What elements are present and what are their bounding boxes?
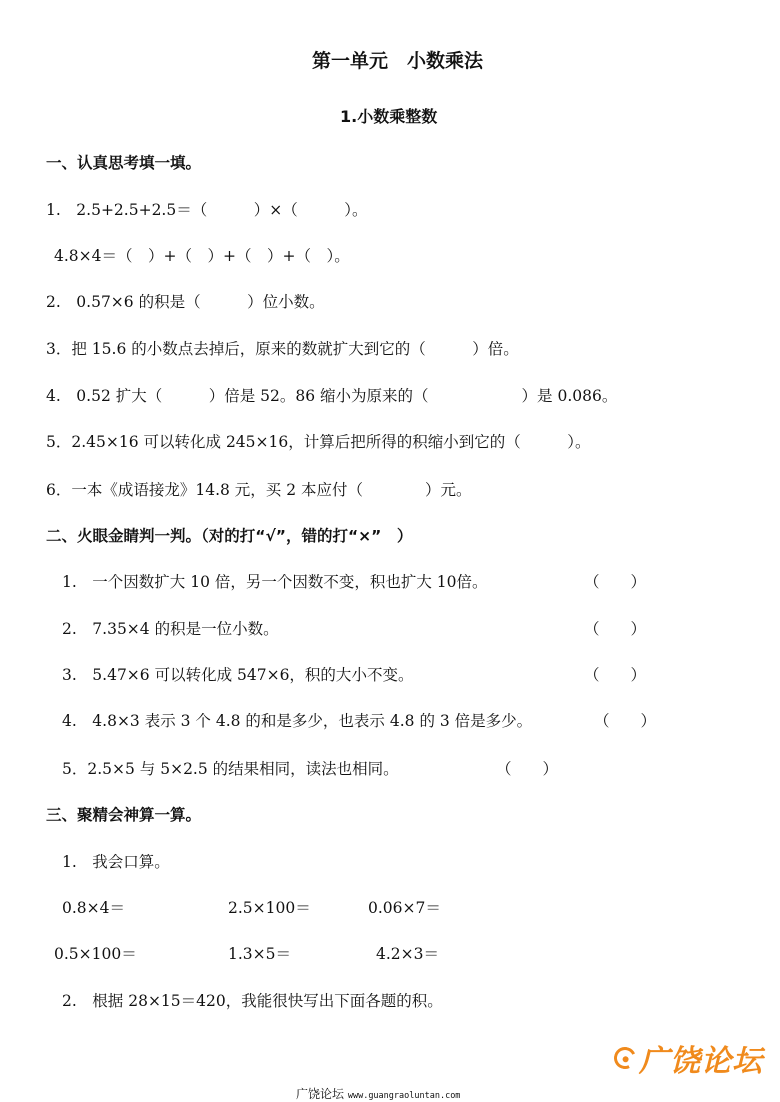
oral-calc-4: 0.5×100＝ <box>54 945 137 963</box>
s2-statement-1: 1. 一个因数扩大 10 倍，另一个因数不变，积也扩大 10倍。 <box>62 573 488 591</box>
s2-answer-blank-2: （ ） <box>584 620 647 638</box>
s2-answer-blank-3: （ ） <box>584 666 647 684</box>
oral-calc-1: 0.8×4＝ <box>62 899 125 917</box>
s1-question-1: 1. 2.5+2.5+2.5＝（ ）×（ ）。 <box>46 201 368 219</box>
s2-statement-5: 5．2.5×5 与 5×2.5 的结果相同，读法也相同。 <box>62 760 399 778</box>
s3-subheading-1: 1. 我会口算。 <box>62 853 170 871</box>
s1-question-1b: 4.8×4＝（ ）+（ ）+（ ）+（ ）。 <box>54 247 350 265</box>
footer-site-name: 广饶论坛 <box>296 1087 345 1101</box>
page-title: 第一单元 小数乘法 <box>312 50 484 72</box>
s2-statement-4: 4. 4.8×3 表示 3 个 4.8 的和是多少，也表示 4.8 的 3 倍是多少。 <box>62 712 533 730</box>
logo-swirl-icon <box>611 1044 639 1072</box>
s3-subheading-2: 2. 根据 28×15＝420，我能很快写出下面各题的积。 <box>62 992 443 1010</box>
footer-site-url: www.guangraoluntan.com <box>347 1091 461 1101</box>
s1-question-2: 2. 0.57×6 的积是（ ）位小数。 <box>46 293 325 311</box>
oral-calc-2: 2.5×100＝ <box>228 899 311 917</box>
section-1-heading: 一、认真思考填一填。 <box>46 154 202 172</box>
s1-question-6: 6．一本《成语接龙》14.8 元，买 2 本应付（ ）元。 <box>46 481 472 499</box>
s1-question-5: 5．2.45×16 可以转化成 245×16，计算后把所得的积缩小到它的（ ）。 <box>46 433 591 451</box>
logo-text: 广饶论坛 <box>639 1044 763 1079</box>
s2-answer-blank-5: （ ） <box>496 760 559 778</box>
s1-question-3: 3．把 15.6 的小数点去掉后，原来的数就扩大到它的（ ）倍。 <box>46 340 519 358</box>
section-2-heading: 二、火眼金睛判一判。（对的打“√”，错的打“×” ） <box>46 527 413 545</box>
oral-calc-6: 4.2×3＝ <box>376 945 439 963</box>
s1-question-4: 4. 0.52 扩大（ ）倍是 52。86 缩小为原来的（ ）是 0.086。 <box>46 387 618 405</box>
footer-site <box>296 1085 460 1102</box>
lesson-subtitle: 1.小数乘整数 <box>340 107 438 126</box>
s2-statement-3: 3. 5.47×6 可以转化成 547×6，积的大小不变。 <box>62 666 414 684</box>
section-3-heading: 三、聚精会神算一算。 <box>46 806 202 824</box>
s2-answer-blank-1: （ ） <box>584 573 647 591</box>
oral-calc-5: 1.3×5＝ <box>228 945 291 963</box>
site-logo <box>614 1036 763 1080</box>
s2-statement-2: 2. 7.35×4 的积是一位小数。 <box>62 620 279 638</box>
oral-calc-3: 0.06×7＝ <box>368 899 441 917</box>
s2-answer-blank-4: （ ） <box>594 712 657 730</box>
